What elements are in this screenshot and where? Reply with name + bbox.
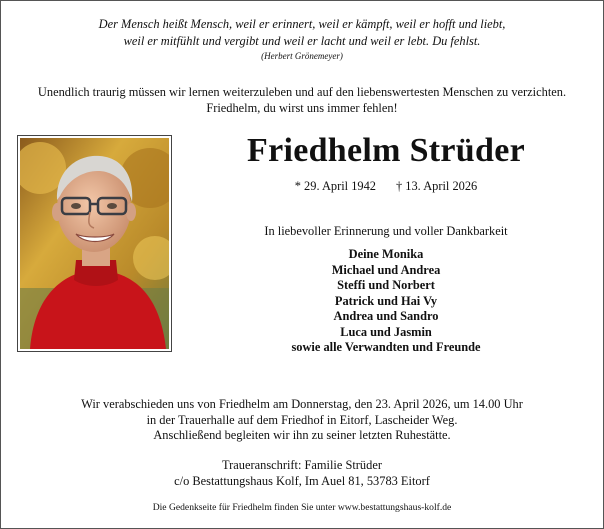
quote-line-1: Der Mensch heißt Mensch, weil er erinnert, weil er kämpft, weil er hofft und liebt, [98, 17, 506, 31]
life-dates [200, 178, 572, 194]
service-line-3: Anschließend begleiten wir ihn zu seiner letzten Ruhestätte. [153, 428, 451, 442]
service-line-2: in der Trauerhalle auf dem Friedhof in Eitorf, Lascheider Weg. [146, 412, 458, 427]
service-block [0, 397, 604, 444]
intro-line-1: Unendlich traurig müssen wir lernen weiterzuleben und auf den liebenswertesten Menschen zu verzichten. [37, 85, 567, 99]
mourner-line: sowie alle Verwandten und Freunde [291, 340, 481, 354]
address-line-1: Traueranschrift: Familie Strüder [222, 458, 382, 472]
address-block [0, 458, 604, 489]
quote-block [0, 16, 604, 62]
memory-line: In liebevoller Erinnerung und voller Dankbarkeit [264, 224, 508, 238]
deceased-name: Friedhelm Strüder [247, 132, 525, 169]
mourner-line: Michael und Andrea [331, 262, 441, 277]
quote-line-2: weil er mitfühlt und vergibt und weil er lacht und weil er lebt. Du fehlst. [123, 34, 481, 48]
address-line-2: c/o Bestattungshaus Kolf, Im Auel 81, 53783 Eitorf [174, 473, 430, 488]
mourner-line: Luca und Jasmin [340, 324, 432, 339]
mourner-line: Deine Monika [348, 247, 424, 261]
memorial-page-note: Die Gedenkseite für Friedhelm finden Sie unter www.bestattungshaus-kolf.de [152, 502, 452, 513]
birth-date: * 29. April 1942 [294, 179, 376, 193]
intro-line-2: Friedhelm, du wirst uns immer fehlen! [206, 101, 398, 115]
intro-block [0, 84, 604, 116]
portrait-illustration [20, 138, 169, 349]
mourners-list [200, 247, 572, 356]
quote-author: (Herbert Grönemeyer) [261, 51, 343, 61]
service-line-1: Wir verabschieden uns von Friedhelm am Donnerstag, den 23. April 2026, um 14.00 Uhr [81, 397, 523, 411]
mourner-line: Andrea und Sandro [333, 309, 439, 323]
death-date: † 13. April 2026 [396, 179, 478, 193]
mourner-line: Patrick und Hai Vy [334, 293, 438, 308]
portrait-photo [17, 135, 172, 352]
mourner-line: Steffi und Norbert [337, 278, 435, 292]
